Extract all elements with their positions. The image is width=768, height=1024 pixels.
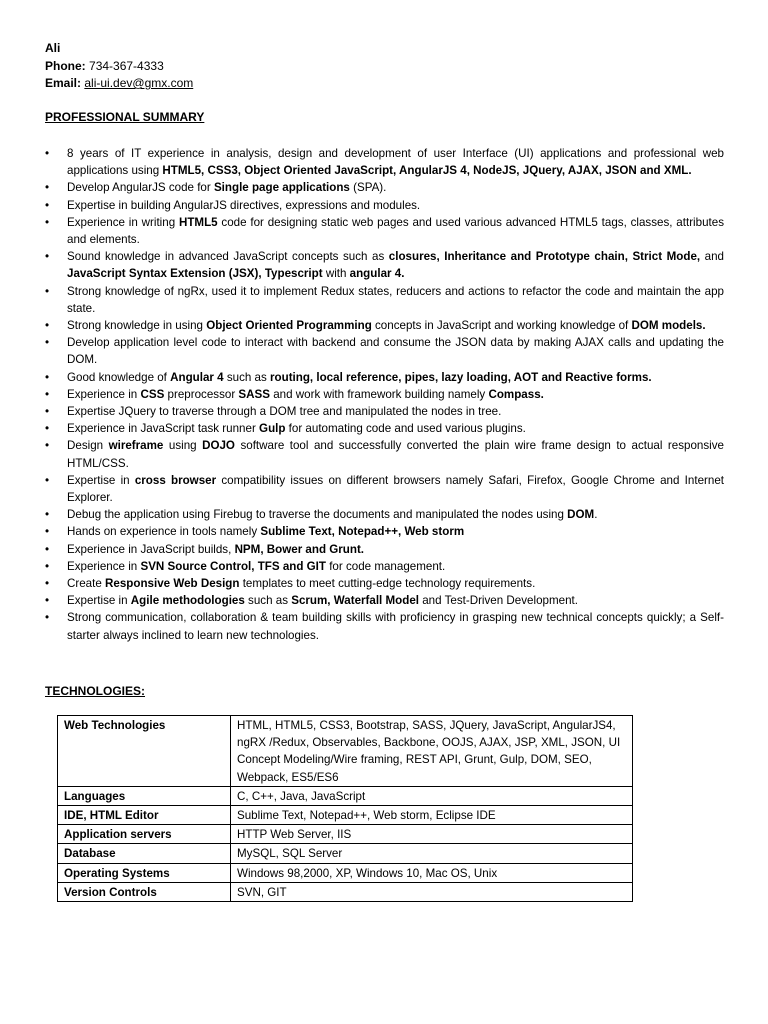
summary-text: compatibility issues on different browsers namely Safari, Firefox, Google Chrome and Internet Explorer. — [67, 473, 724, 505]
summary-item — [45, 609, 724, 643]
summary-text: such as — [244, 594, 292, 608]
table-row — [58, 786, 633, 805]
summary-text: Hands on experience in tools namely — [67, 525, 261, 539]
summary-item — [45, 420, 724, 437]
summary-text: Experience in — [67, 559, 141, 573]
summary-text: Expertise in — [67, 473, 135, 487]
summary-item — [45, 386, 724, 403]
summary-text: closures, Inheritance and Prototype chain, Strict Mode, — [388, 250, 701, 264]
tech-values: HTTP Web Server, IIS — [231, 825, 633, 844]
summary-text: concepts in JavaScript and working knowledge of — [371, 319, 632, 333]
summary-text: Debug the application using Firebug to traverse the documents and manipulated the nodes using — [67, 508, 568, 522]
summary-item — [45, 248, 724, 282]
table-row — [58, 882, 633, 901]
summary-text: Good knowledge of — [67, 370, 171, 384]
table-row — [58, 806, 633, 825]
summary-text: SVN Source Control, TFS and GIT — [140, 559, 326, 573]
table-row — [58, 863, 633, 882]
summary-text: such as — [223, 370, 271, 384]
summary-text: software tool and successfully converted the plain wire frame design to actual responsive HTML/CSS. — [67, 439, 725, 470]
summary-heading: PROFESSIONAL SUMMARY — [45, 110, 205, 124]
summary-item — [45, 214, 724, 248]
summary-item — [45, 592, 724, 609]
summary-text: angular 4. — [349, 267, 405, 281]
tech-category: Languages — [58, 786, 231, 805]
summary-item — [45, 145, 724, 179]
summary-item — [45, 472, 724, 506]
summary-text: Design — [67, 439, 109, 453]
tech-category: Version Controls — [58, 882, 231, 901]
summary-text: routing, local reference, pipes, lazy loading, AOT and Reactive forms. — [270, 370, 652, 384]
summary-text: Develop application level code to interact with backend and consume the JSON data by making AJAX calls and updating the DOM. — [67, 336, 724, 367]
summary-text: CSS — [140, 387, 165, 401]
summary-text: and Test-Driven Development. — [419, 594, 578, 608]
summary-text: Sound knowledge in advanced JavaScript concepts such as — [67, 250, 389, 264]
summary-text: HTML5, CSS3, Object Oriented JavaScript, AngularJS 4, NodeJS, JQuery, AJAX, JSON and XML. — [162, 164, 692, 178]
phone-line — [45, 58, 193, 76]
phone-label: Phone: — [45, 58, 86, 73]
summary-text: Develop AngularJS code for — [67, 181, 214, 195]
table-row — [58, 716, 633, 787]
summary-text: using — [163, 439, 203, 453]
table-row — [58, 825, 633, 844]
summary-item — [45, 541, 724, 558]
summary-text: SASS — [238, 387, 270, 401]
summary-text: Compass. — [488, 387, 544, 401]
summary-item — [45, 197, 724, 214]
summary-item — [45, 506, 724, 523]
tech-values: Windows 98,2000, XP, Windows 10, Mac OS, Unix — [231, 863, 633, 882]
summary-text: DOJO — [202, 439, 235, 453]
summary-text: DOM — [567, 508, 595, 522]
summary-text: Sublime Text, Notepad++, Web storm — [260, 525, 465, 539]
contact-header — [45, 40, 193, 93]
summary-item — [45, 575, 724, 592]
tech-values: Sublime Text, Notepad++, Web storm, Eclipse IDE — [231, 806, 633, 825]
technologies-table — [57, 715, 633, 902]
summary-item — [45, 437, 724, 471]
summary-text: Responsive Web Design — [105, 577, 240, 591]
summary-text: Create — [67, 577, 106, 591]
table-row — [58, 844, 633, 863]
summary-text: with — [322, 267, 350, 281]
summary-item — [45, 317, 724, 334]
summary-text: Strong knowledge in using — [67, 319, 207, 333]
summary-text: NPM, Bower and Grunt. — [234, 542, 365, 556]
summary-text: Experience in writing — [67, 215, 179, 229]
summary-text: Strong knowledge of ngRx, used it to implement Redux states, reducers and actions to refactor the code and maintain the app state. — [67, 284, 724, 315]
summary-text: Gulp — [259, 422, 286, 436]
summary-text: Experience in JavaScript builds, — [67, 542, 235, 556]
summary-text: Strong communication, collaboration & team building skills with proficiency in grasping new technical concepts quickly; a Self-starter always inclined to learn new technologies. — [67, 611, 724, 642]
candidate-name: Ali — [45, 41, 61, 55]
tech-values: C, C++, Java, JavaScript — [231, 786, 633, 805]
summary-text: and — [700, 250, 724, 264]
summary-text: JavaScript Syntax Extension (JSX), Typescript — [67, 267, 323, 281]
summary-text: Object Oriented Programming — [206, 319, 372, 333]
summary-text: Angular 4 — [170, 370, 224, 384]
technologies-heading: TECHNOLOGIES: — [45, 684, 146, 698]
summary-item — [45, 369, 724, 386]
summary-text: Expertise in — [67, 594, 131, 608]
summary-text: . — [594, 508, 598, 522]
summary-text: Scrum, Waterfall Model — [291, 594, 419, 608]
summary-text: HTML5 — [178, 215, 218, 229]
summary-text: DOM models. — [631, 319, 706, 333]
summary-text: for code management. — [325, 559, 446, 573]
summary-text: (SPA). — [349, 181, 387, 195]
summary-text: Expertise in building AngularJS directives, expressions and modules. — [67, 198, 421, 212]
tech-values: MySQL, SQL Server — [231, 844, 633, 863]
email-link[interactable]: ali-ui.dev@gmx.com — [84, 76, 194, 90]
tech-category: Database — [58, 844, 231, 863]
summary-text: Agile methodologies — [130, 594, 245, 608]
tech-values: HTML, HTML5, CSS3, Bootstrap, SASS, JQuery, JavaScript, AngularJS4, ngRX /Redux, Observables, Backbone, OOJS, AJAX, JSP, XML, JSON, UI Concept Modeling/Wire framing, REST API, Grunt, Gulp, DOM, SEO, Webpack, ES5/ES6 — [231, 716, 633, 787]
summary-text: and work with framework building namely — [270, 387, 489, 401]
summary-item — [45, 403, 724, 420]
summary-text: code for designing static web pages and used various advanced HTML5 tags, classes, attributes and elements. — [67, 215, 724, 247]
summary-text: Expertise JQuery to traverse through a DOM tree and manipulated the nodes in tree. — [67, 405, 502, 419]
email-line — [45, 75, 193, 93]
summary-text: Experience in — [67, 387, 141, 401]
summary-text: for automating code and used various plugins. — [285, 422, 526, 436]
summary-list — [45, 145, 724, 644]
email-label: Email: — [45, 76, 82, 90]
tech-category: IDE, HTML Editor — [58, 806, 231, 825]
tech-category: Application servers — [58, 825, 231, 844]
tech-category: Web Technologies — [58, 716, 231, 787]
summary-item — [45, 558, 724, 575]
summary-text: cross browser — [134, 473, 217, 487]
phone-value: 734-367-4333 — [89, 58, 164, 73]
summary-item — [45, 179, 724, 196]
summary-text: templates to meet cutting-edge technology requirements. — [239, 577, 536, 591]
tech-values: SVN, GIT — [231, 882, 633, 901]
summary-text: Experience in JavaScript task runner — [67, 422, 260, 436]
summary-text: wireframe — [108, 439, 164, 453]
summary-text: preprocessor — [164, 387, 239, 401]
tech-category: Operating Systems — [58, 863, 231, 882]
summary-item — [45, 334, 724, 368]
summary-text: 8 years of IT experience in analysis, design and development of user Interface (UI) applications and professional web applications using — [67, 147, 724, 178]
summary-text: Single page applications — [213, 181, 350, 195]
summary-item — [45, 523, 724, 540]
summary-item — [45, 283, 724, 317]
